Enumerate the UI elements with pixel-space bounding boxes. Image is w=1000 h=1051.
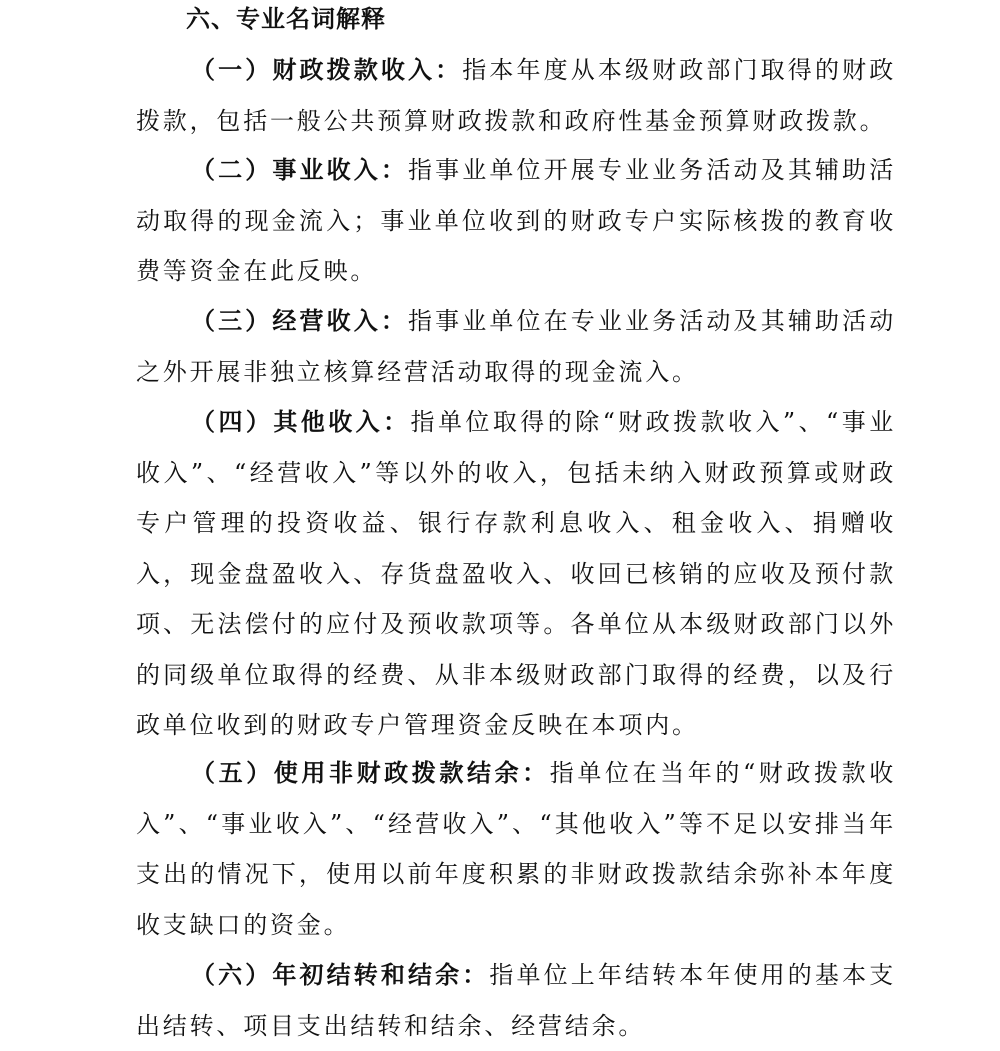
term-label-6: （六）年初结转和结余： <box>191 960 490 989</box>
term-label-2: （二）事业收入： <box>191 155 409 184</box>
term-definition-1: 指本年度从本级财政部门取得的财政拨款，包括一般公共预算财政拨款和政府性基金预算财政拨款。 <box>136 56 896 135</box>
term-paragraph-5 <box>136 748 896 950</box>
term-paragraph-4 <box>136 397 896 751</box>
section-title: 六、专业名词解释 <box>186 4 386 33</box>
term-definition-2: 指事业单位开展专业业务活动及其辅助活动取得的现金流入；事业单位收到的财政专户实际核拨的教育收费等资金在此反映。 <box>136 156 896 285</box>
term-definition-6: 指单位上年结转本年使用的基本支出结转、项目支出结转和结余、经营结余。 <box>136 961 896 1040</box>
term-paragraph-1 <box>136 45 896 146</box>
term-definition-3: 指事业单位在专业业务活动及其辅助活动之外开展非独立核算经营活动取得的现金流入。 <box>136 307 896 386</box>
term-paragraph-6 <box>136 950 896 1051</box>
term-label-3: （三）经营收入： <box>191 306 409 335</box>
term-definition-5: 指单位在当年的“财政拨款收入”、“事业收入”、“经营收入”、“其他收入”等不足以安排当年支出的情况下，使用以前年度积累的非财政拨款结余弥补本年度收支缺口的资金。 <box>136 759 896 939</box>
term-label-1: （一）财政拨款收入： <box>191 55 463 84</box>
term-label-5: （五）使用非财政拨款结余： <box>191 758 550 787</box>
term-paragraph-2 <box>136 145 896 297</box>
term-label-4: （四）其他收入： <box>191 407 411 436</box>
term-paragraph-3 <box>136 296 896 397</box>
term-definition-4: 指单位取得的除“财政拨款收入”、“事业收入”、“经营收入”等以外的收入，包括未纳入财政预算或财政专户管理的投资收益、银行存款利息收入、租金收入、捐赠收入，现金盘盈收入、存货盘盈收入、收回已核销的应收及预付款项、无法偿付的应付及预收款项等。各单位从本级财政部门以外的同级单位取得的经费、从非本级财政部门取得的经费，以及行政单位收到的财政专户管理资金反映在本项内。 <box>136 408 896 739</box>
